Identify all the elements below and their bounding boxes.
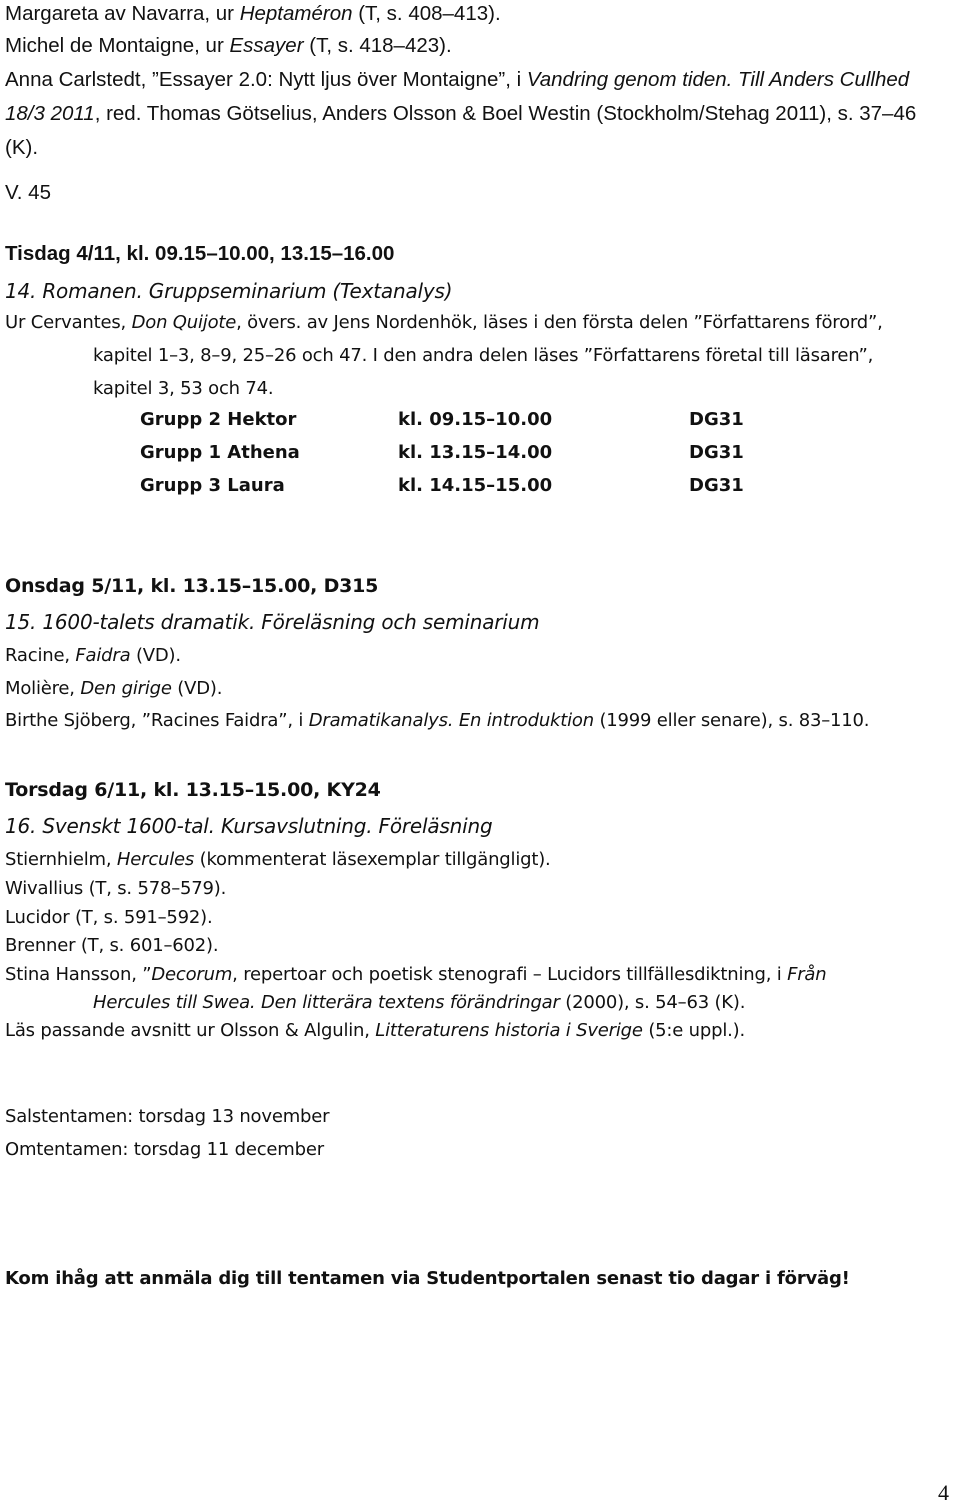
registration-reminder: Kom ihåg att anmäla dig till tentamen via Studentportalen senast tio dagar i förväg! <box>5 1268 850 1289</box>
thursday-topic: 16. Svenskt 1600-tal. Kursavslutning. Föreläsning <box>5 814 493 838</box>
page-number: 4 <box>938 1480 949 1505</box>
tuesday-reading-2: kapitel 1–3, 8–9, 25–26 och 47. I den andra delen läses ”Författarens företal till läsaren”, <box>93 345 874 366</box>
tuesday-topic: 14. Romanen. Gruppseminarium (Textanalys) <box>5 279 453 303</box>
exam-main: Salstentamen: torsdag 13 november <box>5 1106 330 1127</box>
group-row: Grupp 2 Hektor kl. 09.15–10.00 DG31 <box>140 409 744 430</box>
wednesday-heading: Onsdag 5/11, kl. 13.15–15.00, D315 <box>5 575 379 597</box>
reading-line-carlstedt: Anna Carlstedt, ”Essayer 2.0: Nytt ljus över Montaigne”, i Vandring genom tiden. Till Anders Cullhed <box>5 68 910 91</box>
reading-line-carlstedt-end: (K). <box>5 136 39 159</box>
wednesday-reading-2: Molière, Den girige (VD). <box>5 678 223 699</box>
reading-line-carlstedt-cont: 18/3 2011, red. Thomas Götselius, Anders Olsson & Boel Westin (Stockholm/Stehag 2011), s. 37–46 <box>5 102 917 125</box>
thursday-reading-2: Wivallius (T, s. 578–579). <box>5 878 227 899</box>
tuesday-reading-1: Ur Cervantes, Don Quijote, övers. av Jens Nordenhök, läses i den första delen ”Författarens förord”, <box>5 312 883 333</box>
reading-line-navarra: Margareta av Navarra, ur Heptaméron (T, s. 408–413). <box>5 2 501 25</box>
thursday-reading-6: Hercules till Swea. Den litterära textens förändringar (2000), s. 54–63 (K). <box>93 992 746 1013</box>
thursday-reading-4: Brenner (T, s. 601–602). <box>5 935 219 956</box>
wednesday-reading-3: Birthe Sjöberg, ”Racines Faidra”, i Dramatikanalys. En introduktion (1999 eller senare), s. 83–110. <box>5 710 870 731</box>
thursday-reading-3: Lucidor (T, s. 591–592). <box>5 907 213 928</box>
thursday-reading-5: Stina Hansson, ”Decorum, repertoar och poetisk stenografi – Lucidors tillfällesdiktning, i Från <box>5 964 827 985</box>
tuesday-reading-3: kapitel 3, 53 och 74. <box>93 378 274 399</box>
wednesday-reading-1: Racine, Faidra (VD). <box>5 645 181 666</box>
tuesday-heading: Tisdag 4/11, kl. 09.15–10.00, 13.15–16.00 <box>5 242 395 265</box>
wednesday-topic: 15. 1600-talets dramatik. Föreläsning och seminarium <box>5 610 540 634</box>
group-row: Grupp 1 Athena kl. 13.15–14.00 DG31 <box>140 442 744 463</box>
thursday-reading-1: Stiernhielm, Hercules (kommenterat läsexemplar tillgängligt). <box>5 849 551 870</box>
thursday-heading: Torsdag 6/11, kl. 13.15–15.00, KY24 <box>5 779 381 801</box>
week-label: V. 45 <box>5 181 51 204</box>
reading-line-montaigne: Michel de Montaigne, ur Essayer (T, s. 418–423). <box>5 34 452 57</box>
exam-retake: Omtentamen: torsdag 11 december <box>5 1139 324 1160</box>
thursday-reading-7: Läs passande avsnitt ur Olsson & Algulin, Litteraturens historia i Sverige (5:e uppl.). <box>5 1020 745 1041</box>
group-row: Grupp 3 Laura kl. 14.15–15.00 DG31 <box>140 475 744 496</box>
